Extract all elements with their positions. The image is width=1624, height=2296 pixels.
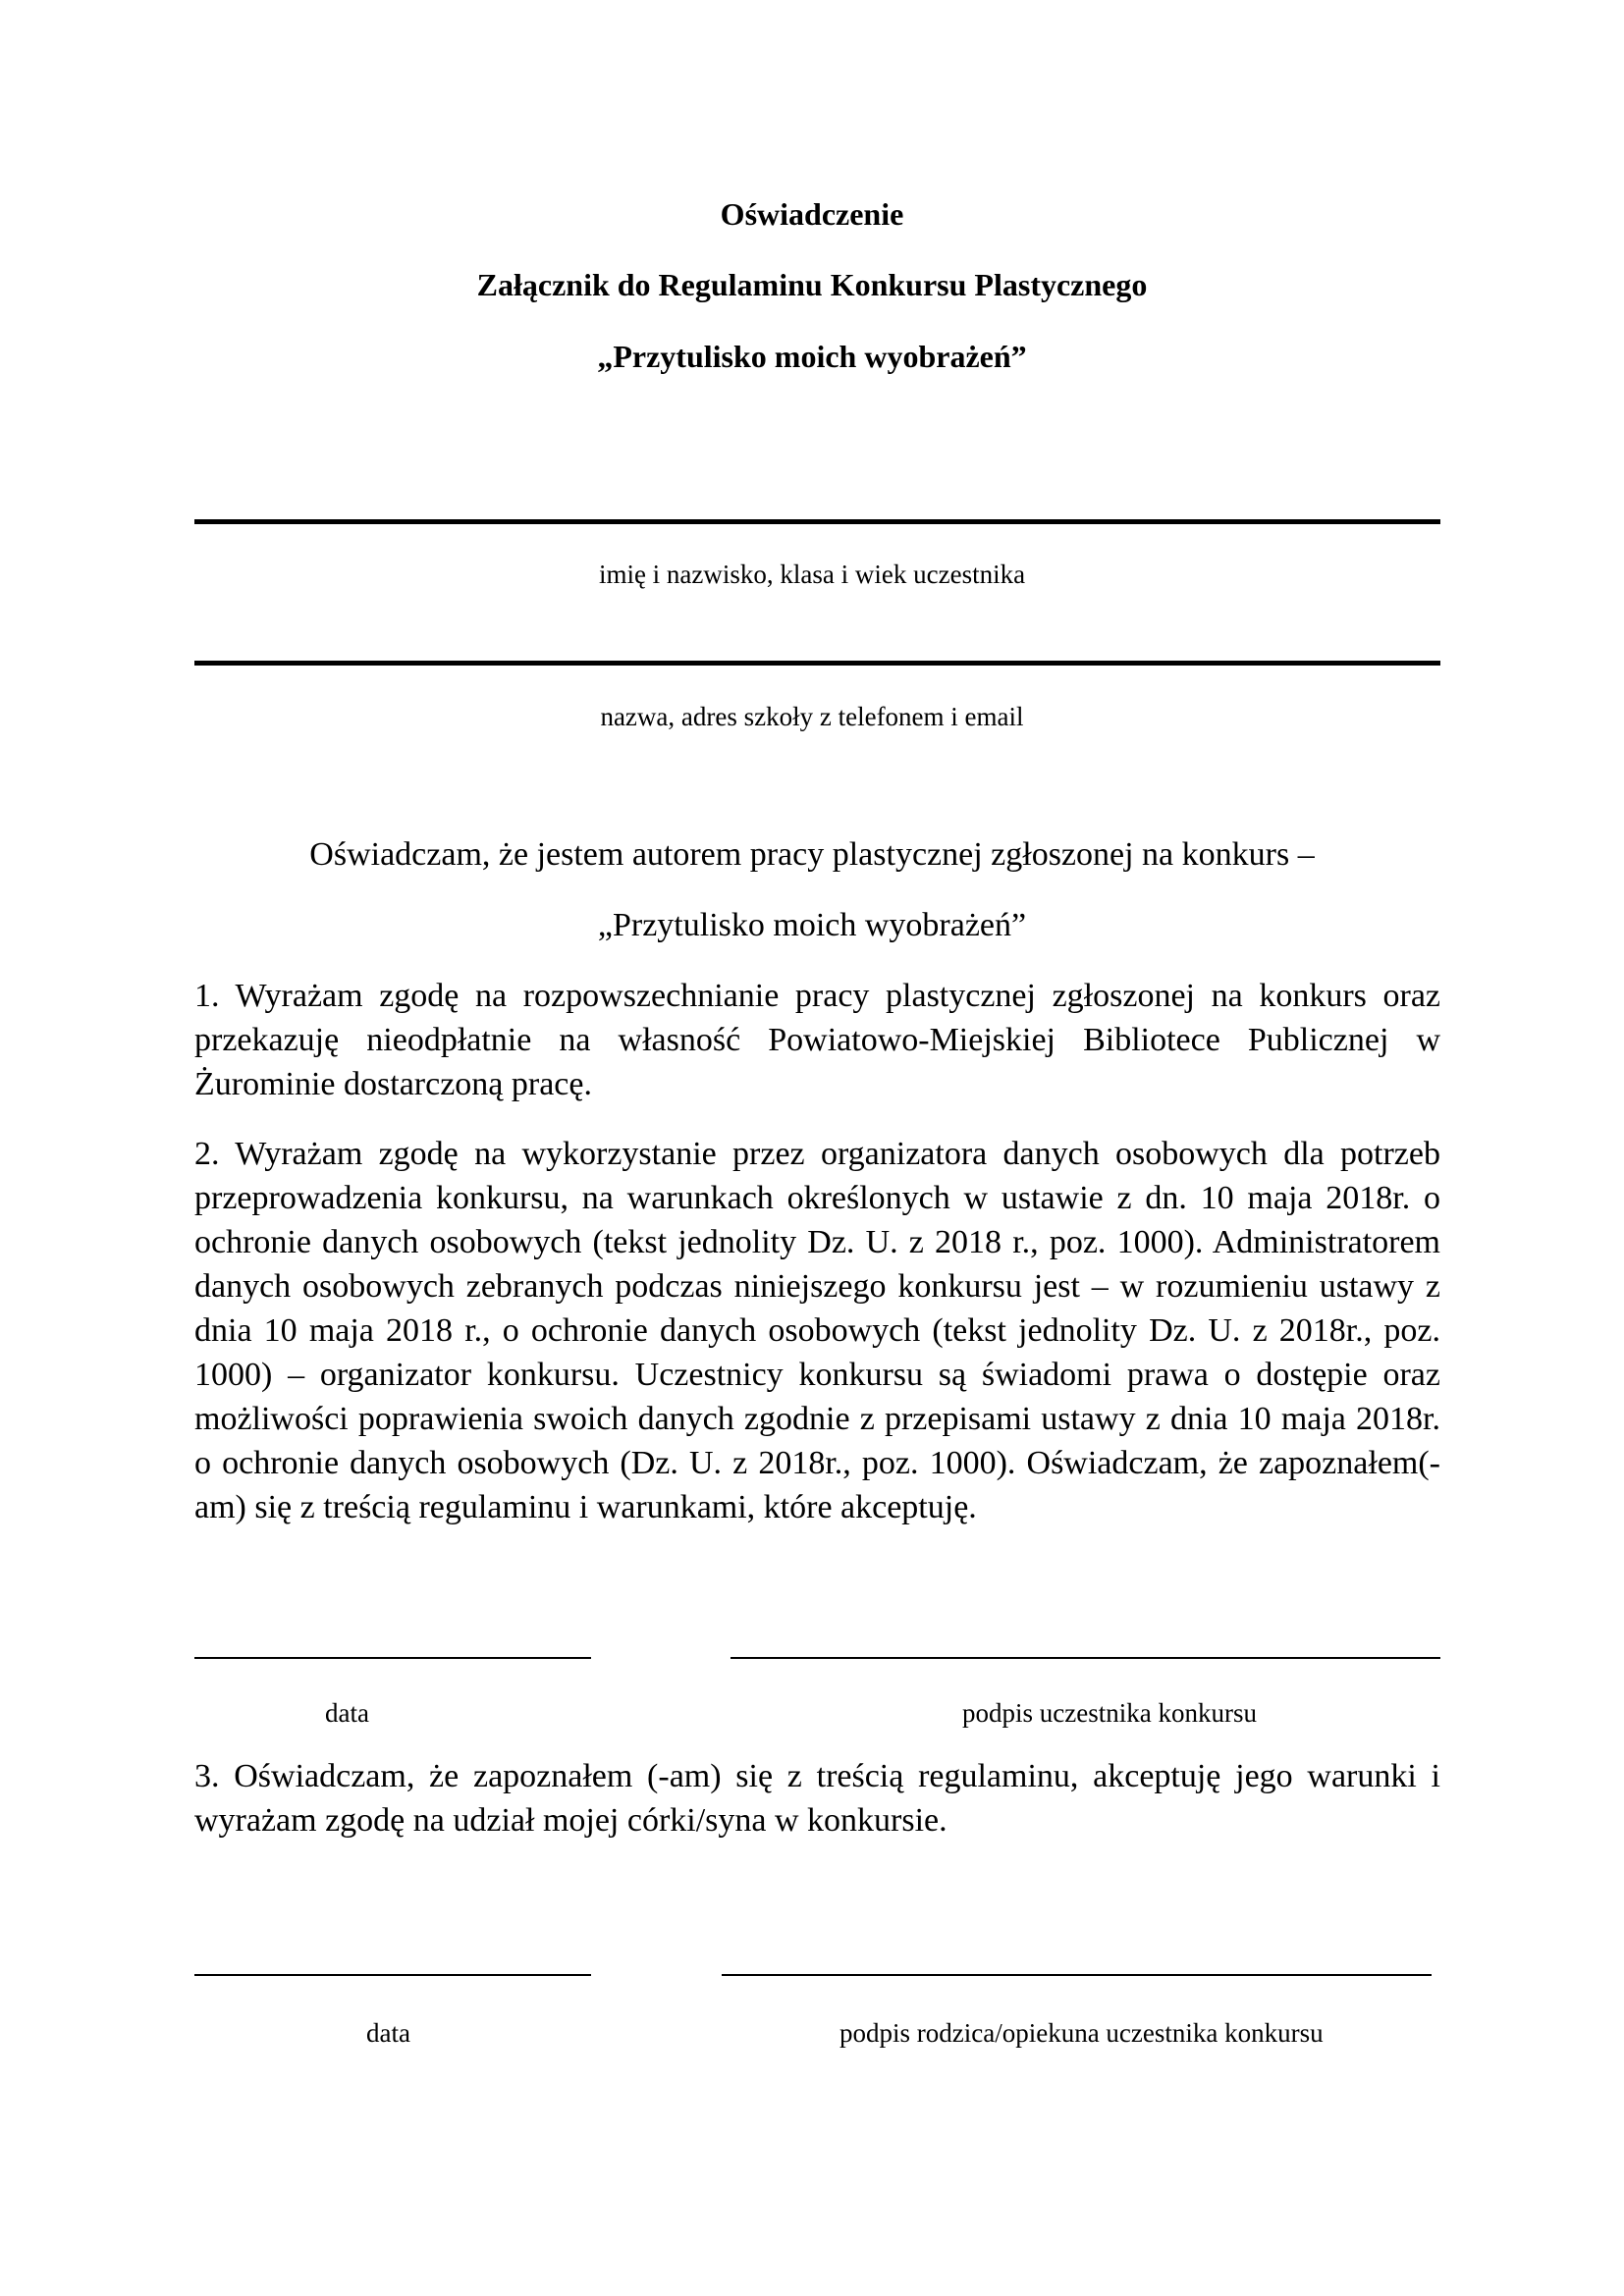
school-caption: nazwa, adres szkoły z telefonem i email [600,702,1024,731]
participant-signature-label: podpis uczestnika konkursu [962,1698,1257,1728]
declaration-line: Oświadczam, że jestem autorem pracy plastycznej zgłoszonej na konkurs – [309,836,1315,873]
contest-name-heading: „Przytulisko moich wyobrażeń” [597,339,1027,374]
paragraph-1: 1. Wyrażam zgodę na rozpowszechnianie pracy plastycznej zgłoszonej na konkurs oraz przekazuję nieodpłatnie na własność Powiatowo-Miejskiej Bibliotece Publicznej w Żurominie dostarczoną pracę. [194,978,1440,1102]
participant-fill-line [194,519,1440,524]
document-subtitle: Załącznik do Regulaminu Konkursu Plastycznego [476,267,1148,302]
date-label-1: data [325,1698,369,1728]
date-label-2: data [366,2018,410,2048]
parent-signature-label: podpis rodzica/opiekuna uczestnika konkursu [839,2018,1324,2048]
school-fill-line [194,661,1440,666]
date-signature-line-2 [194,1974,591,1976]
paragraph-2: 2. Wyrażam zgodę na wykorzystanie przez organizatora danych osobowych dla potrzeb przeprowadzenia konkursu, na warunkach określonych w ustawie z dn. 10 maja 2018r. o ochronie danych osobowych (tekst jednolity Dz. U. z 2018 r., poz. 1000). Administratorem danych osobowych zebranych podczas niniejszego konkursu jest – w rozumieniu ustawy z dnia 10 maja 2018 r., o ochronie danych osobowych (tekst jednolity Dz. U. z 2018r., poz. 1000) – organizator konkursu. Uczestnicy konkursu są świadomi prawa o dostępie oraz możliwości poprawienia swoich danych zgodnie z przepisami ustawy z dnia 10 maja 2018r. o ochronie danych osobowych (Dz. U. z 2018r., poz. 1000). Oświadczam, że zapoznałem(-am) się z treścią regulaminu i warunkami, które akceptuję. [194,1136,1440,1525]
parent-signature-line [722,1974,1432,1976]
participant-caption: imię i nazwisko, klasa i wiek uczestnika [598,560,1026,589]
participant-signature-line [731,1657,1440,1659]
declaration-contest-name: „Przytulisko moich wyobrażeń” [597,907,1027,943]
date-signature-line-1 [194,1657,591,1659]
paragraph-3: 3. Oświadczam, że zapoznałem (-am) się z treścią regulaminu, akceptuję jego warunki i wyrażam zgodę na udział mojej córki/syna w konkursie. [194,1758,1440,1839]
document-title: Oświadczenie [720,196,904,232]
